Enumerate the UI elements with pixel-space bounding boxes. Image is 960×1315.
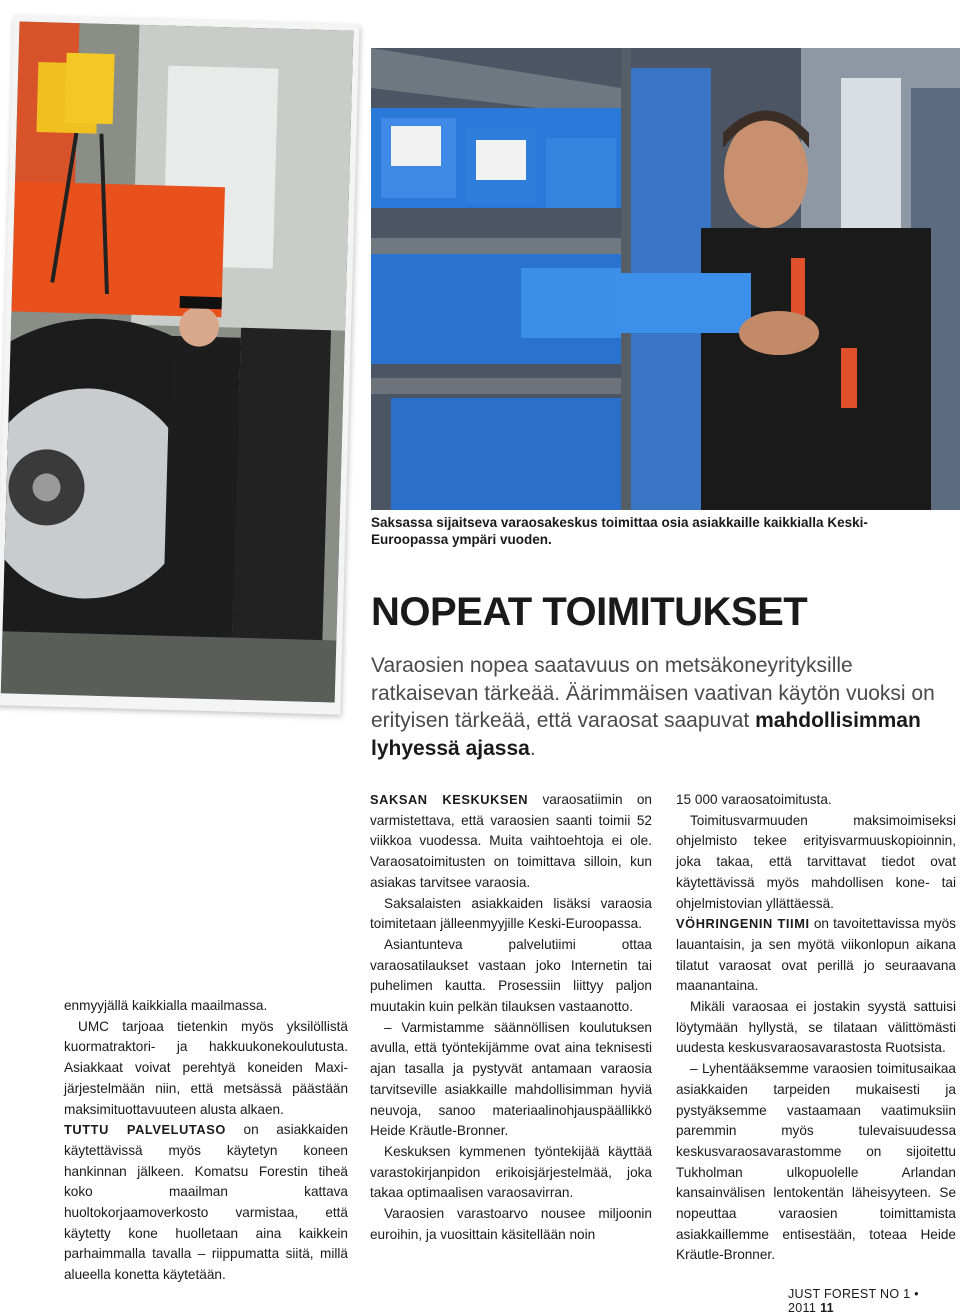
paragraph: – Varmistamme säännöllisen koulutuksen avulla, että työntekijämme ovat aina teknisesti ajan tasalla ja pystyvät antamaan varaosia tarvitseville asiakkaille mahdollisimman hyviä neuvoja, sanoo materiaalinohjauspäällikkö Heide Kräutle-Bronner. [370,1019,652,1139]
warehouse-illustration [371,48,960,510]
paragraph: on asiakkaiden käytettävissä myös käytetyn koneen hankinnan jälkeen. Komatsu Forestin tiheä koko maailman kattava huoltokorjaamoverkosto varmistaa, että käytetty kone huolletaan aina kaikkein parhaimmalla tavalla – riippumatta siitä, millä alueella konetta käytetään. [64,1122,349,1283]
lede-bold: mahdollisimman lyhyessä ajassa [371,709,921,760]
article-lede [371,652,946,762]
paragraph: Toimitusvarmuuden maksimoimiseksi ohjelmisto tekee erityisvarmuuskopioinnin, joka takaa, että tarvittavat tiedot ovat käytettävissä myös mahdollisen kone- tai ohjelmistovian yllättäessä. [676,812,956,911]
page-folio [788,1287,960,1315]
paragraph: Saksalaisten asiakkaiden lisäksi varaosia toimitetaan jälleenmyyjille Keski-Euroopassa. [370,895,652,932]
warehouse-photo [371,48,960,510]
magazine-name: JUST FOREST NO 1 • 2011 [788,1287,919,1315]
paragraph: Asiantunteva palvelutiimi ottaa varaosatilaukset vastaan joko Internetin tai puhelimen kautta. Prosessiin liittyy paljon muutakin kuin pelkän tilauksen vastaanotto. [370,936,652,1015]
paragraph: 15 000 varaosatoimitusta. [676,792,832,807]
lede-end: . [529,736,536,760]
paragraph: Mikäli varaosaa ei jostakin syystä sattuisi löytymään hyllystä, se tilataan välittömästi uudesta keskusvaraosavarastosta Ruotsista. [676,999,956,1056]
body-column-1 [64,996,348,1286]
lead-in: TUTTU PALVELUTASO [64,1122,226,1138]
body-column-3 [676,790,956,1266]
paragraph: varaosatiimin on varmistettava, että varaosien saanti toimii 52 viikkoa vuodessa. Muita vaihtoehtoja ei ole. Varaosatoimitusten on toimittava silloin, kun asiakas tarvitsee varaosia. [370,792,652,890]
lead-in: SAKSAN KESKUKSEN [370,792,529,807]
workshop-illustration [1,21,354,702]
paragraph: enmyyjällä kaikkialla maailmassa. [64,998,268,1013]
paragraph: Keskuksen kymmenen työntekijää käyttää varastokirjanpidon erikoisjärjestelmää, joka takaa optimaalisen varaosavirran. [370,1143,652,1201]
paragraph: – Lyhentääksemme varaosien toimitusaikaa asiakkaiden tarpeiden mukaisesti ja pystyäksemme vastaamaan vaatimuksiin paremmin myös tulevaisuudessa keskusvaraosavarastomme on sijoitettu Tukholman ulkopuolelle Arlandan kansainvälisen lentokentän läheisyyteen. Se nopeuttaa varaosien toimittamista asiakkaillemme entisestään, toteaa Heide Kräutle-Bronner. [676,1061,956,1263]
page-number: 11 [820,1301,834,1315]
workshop-photo [1,21,354,702]
paragraph: Varaosien varastoarvo nousee miljoonin euroihin, ja vuosittain käsitellään noin [370,1206,652,1242]
workshop-photo-frame [0,15,360,714]
body-column-2 [370,790,652,1245]
lead-in: VÖHRINGENIN TIIMI [676,916,810,932]
photo-caption: Saksassa sijaitseva varaosakeskus toimittaa osia asiakkaille kaikkialla Keski-Euroopassa ympäri vuoden. [371,515,868,547]
paragraph: UMC tarjoaa tietenkin myös yksilöllistä kuormatraktori- ja hakkuukonekoulutusta. Asiakkaat voivat perehtyä koneiden Maxi-järjestelmään niin, että metsässä päästään maksimituottavuuteen alusta alkaen. [64,1018,348,1117]
paragraph: on tavoitettavissa myös lauantaisin, ja sen myötä viikonlopun aikana tilatut varaosat ovat perillä jo seuraavana maanantaina. [676,916,956,994]
article-headline: NOPEAT TOIMITUKSET [371,590,808,634]
lede-text: Varaosien nopea saatavuus on metsäkoneyrityksille ratkaisevan tärkeää. Äärimmäisen vaativan käytön vuoksi on erityisen tärkeää, että varaosat saapuvat [371,654,935,732]
